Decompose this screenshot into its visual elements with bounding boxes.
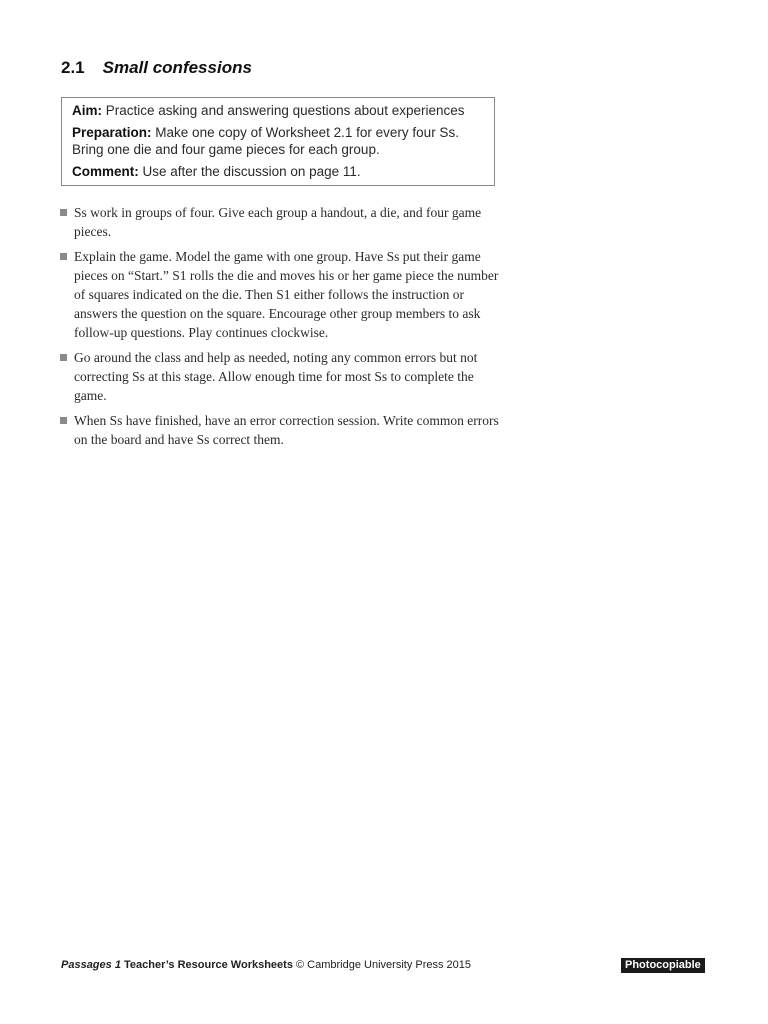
list-item [59,247,504,342]
section-title: Small confessions [102,58,252,77]
comment-text: Use after the discussion on page 11. [142,164,361,179]
footer-subtitle: Teacher’s Resource Worksheets [124,959,293,971]
aim-text: Practice asking and answering questions about experiences [105,103,465,118]
info-box [61,97,495,186]
aim-label: Aim: [72,103,102,118]
list-item [59,203,504,241]
step-text: Ss work in groups of four. Give each group a handout, a die, and four game pieces. [74,205,482,239]
step-text: Explain the game. Model the game with one group. Have Ss put their game pieces on “Start.” S1 rolls the die and moves his or her game piece the number of squares indicated on the die. Then S1 either follows the instruction or answers the question on the square. Encourage other group members to ask follow-up questions. Play continues clockwise. [74,249,499,340]
step-text: Go around the class and help as needed, noting any common errors but not correcting Ss at this stage. Allow enough time for most Ss to complete the game. [74,350,478,403]
preparation-label: Preparation: [72,125,152,140]
aim-line [72,102,484,119]
square-bullet-icon [60,417,67,424]
section-heading [61,58,252,78]
square-bullet-icon [60,209,67,216]
photocopiable-badge: Photocopiable [621,958,705,973]
square-bullet-icon [60,354,67,361]
step-text: When Ss have finished, have an error correction session. Write common errors on the board and have Ss correct them. [74,413,499,447]
comment-line [72,163,484,180]
page-footer [61,959,471,971]
preparation-text: Make one copy of Worksheet 2.1 for every four Ss. Bring one die and four game pieces for each group. [72,125,459,157]
section-number: 2.1 [61,58,85,77]
footer-book-title: Passages 1 [61,959,121,971]
procedure-list [59,203,504,455]
square-bullet-icon [60,253,67,260]
footer-copyright: © Cambridge University Press 2015 [296,959,472,971]
preparation-line [72,124,484,158]
list-item [59,348,504,405]
list-item [59,411,504,449]
comment-label: Comment: [72,164,139,179]
